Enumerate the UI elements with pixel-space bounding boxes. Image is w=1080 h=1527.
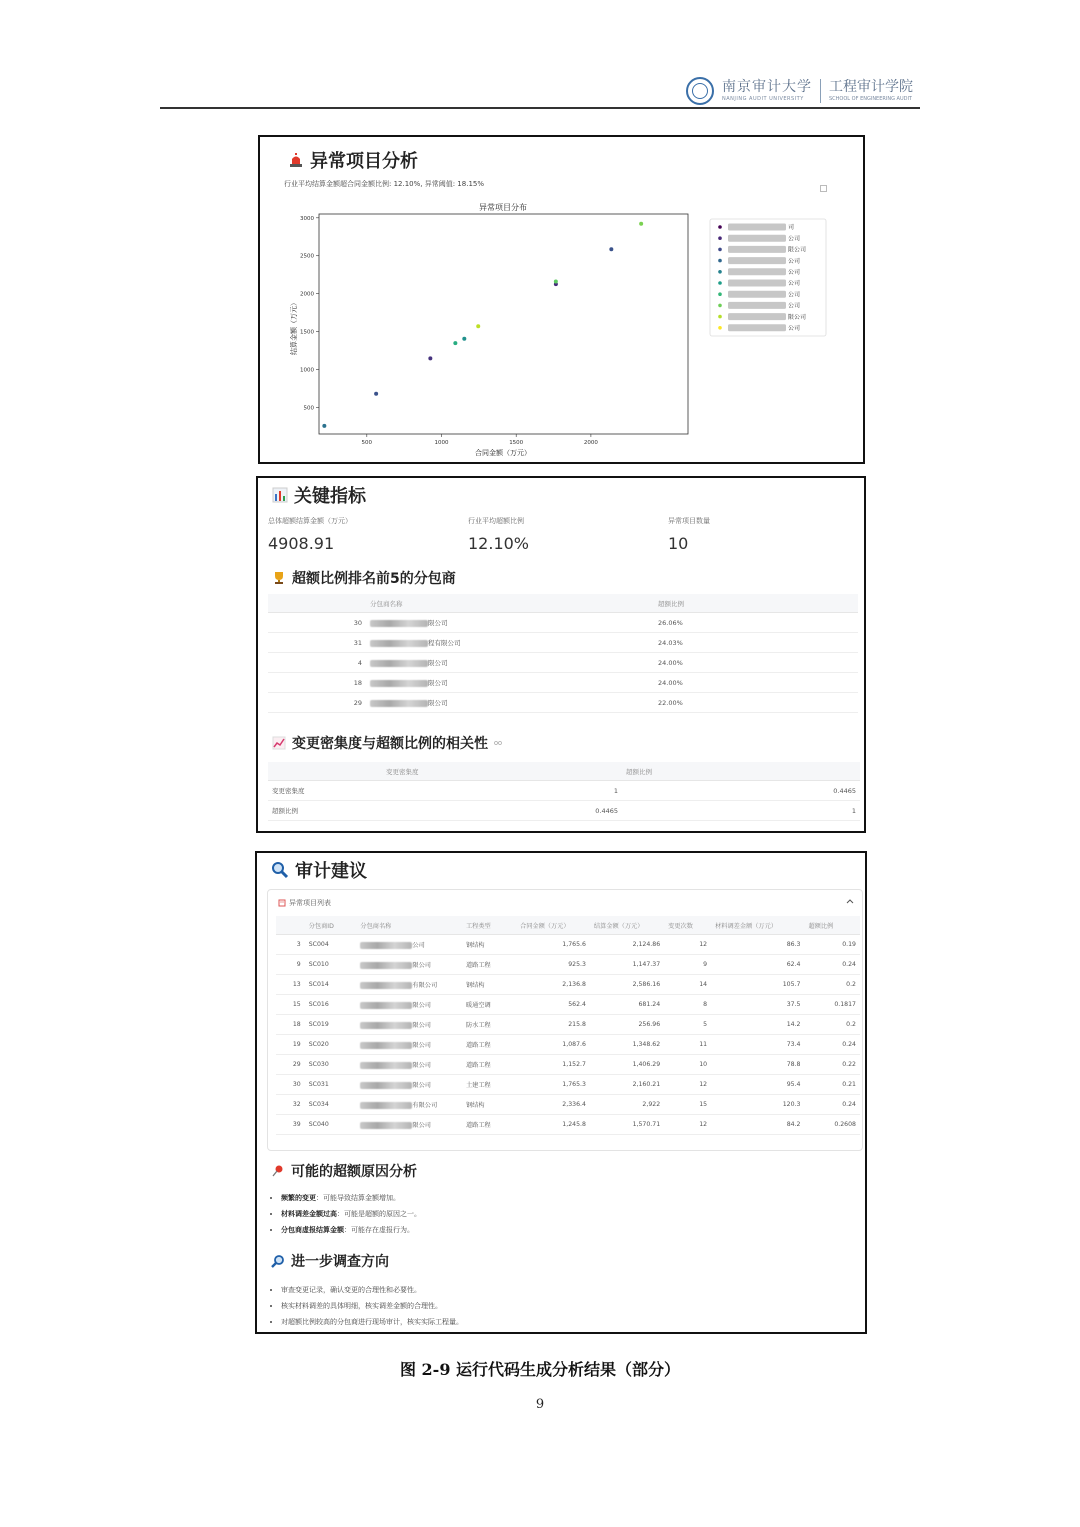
row-index: 9 bbox=[276, 955, 305, 975]
metric-avg-ratio bbox=[468, 516, 529, 553]
correlation-table bbox=[268, 762, 860, 821]
x-tick-label: 2000 bbox=[583, 440, 598, 446]
anomaly-title: 异常项目分析 bbox=[310, 151, 418, 172]
table-row bbox=[276, 1095, 860, 1115]
settlement-amount: 1,406.29 bbox=[590, 1055, 664, 1075]
project-type: 道路工程 bbox=[462, 955, 516, 975]
legend-marker bbox=[718, 304, 722, 308]
name-suffix: 限公司 bbox=[428, 619, 448, 627]
magnifier-right-icon bbox=[271, 1254, 285, 1268]
row-index: 30 bbox=[268, 613, 366, 633]
name-suffix: 限公司 bbox=[428, 699, 448, 707]
legend-label: 公司 bbox=[788, 280, 801, 288]
legend-label: 限公司 bbox=[788, 246, 807, 254]
subcontractor-id: SC020 bbox=[305, 1035, 357, 1055]
overrun-ratio: 0.2 bbox=[804, 1015, 860, 1035]
correlation-title: 变更密集度与超额比例的相关性 bbox=[292, 736, 488, 752]
correlation-value: 1 bbox=[622, 801, 860, 821]
overrun-ratio: 0.24 bbox=[804, 1095, 860, 1115]
figure-caption: 图 2-9 运行代码生成分析结果（部分） bbox=[399, 1360, 681, 1379]
redacted-name bbox=[360, 982, 412, 989]
x-axis-label: 合同金额（万元） bbox=[475, 449, 531, 457]
column-header: 分包商名称 bbox=[356, 916, 462, 935]
audit-panel bbox=[255, 851, 867, 1334]
university-seal-icon bbox=[686, 77, 714, 105]
audit-title: 审计建议 bbox=[295, 861, 367, 882]
y-tick-label: 2000 bbox=[300, 291, 314, 298]
subcontractor-id: SC014 bbox=[305, 975, 357, 995]
name-suffix: 限公司 bbox=[428, 659, 448, 667]
name-suffix: 限公司 bbox=[412, 1002, 431, 1009]
name-suffix: 限公司 bbox=[412, 1082, 431, 1089]
overrun-ratio: 26.06% bbox=[654, 613, 858, 633]
redacted-name bbox=[360, 1042, 412, 1049]
metric-value: 12.10% bbox=[468, 534, 530, 553]
metrics-panel bbox=[256, 476, 866, 833]
legend-redacted-name bbox=[728, 313, 786, 320]
legend-redacted-name bbox=[728, 324, 786, 331]
subcontractor-name bbox=[356, 935, 462, 955]
x-tick-label: 1500 bbox=[509, 440, 524, 446]
table-row bbox=[268, 653, 858, 673]
column-header: 工程类型 bbox=[462, 916, 516, 935]
column-header bbox=[276, 916, 305, 935]
chart-title: 异常项目分布 bbox=[479, 203, 527, 212]
subcontractor-name bbox=[356, 1095, 462, 1115]
next-steps-list bbox=[267, 1282, 861, 1330]
overrun-ratio: 0.1817 bbox=[804, 995, 860, 1015]
table-row bbox=[276, 1115, 860, 1135]
legend-redacted-name bbox=[728, 246, 786, 253]
data-point bbox=[639, 222, 643, 226]
anomaly-table bbox=[276, 916, 860, 1135]
column-header: 合同金额（万元） bbox=[516, 916, 590, 935]
row-index: 13 bbox=[276, 975, 305, 995]
legend-marker bbox=[718, 281, 722, 285]
change-count: 14 bbox=[664, 975, 711, 995]
name-suffix: 限公司 bbox=[412, 1042, 431, 1049]
overrun-ratio: 0.24 bbox=[804, 955, 860, 975]
anomaly-scatter-chart bbox=[260, 137, 863, 462]
material-adjustment: 14.2 bbox=[711, 1015, 804, 1035]
legend-marker bbox=[718, 326, 722, 330]
redacted-name bbox=[370, 640, 428, 647]
link-icon[interactable] bbox=[494, 740, 502, 746]
data-point bbox=[428, 356, 432, 360]
subcontractor-name bbox=[356, 1035, 462, 1055]
legend-redacted-name bbox=[728, 257, 786, 264]
magnifier-icon bbox=[271, 861, 289, 879]
redacted-name bbox=[360, 1082, 412, 1089]
contract-amount: 925.3 bbox=[516, 955, 590, 975]
row-index: 39 bbox=[276, 1115, 305, 1135]
subcontractor-id: SC010 bbox=[305, 955, 357, 975]
settlement-amount: 2,586.16 bbox=[590, 975, 664, 995]
redacted-name bbox=[370, 700, 428, 707]
legend-marker bbox=[718, 248, 722, 252]
school-name-en: SCHOOL OF ENGINEERING AUDIT bbox=[829, 96, 912, 102]
causes-list bbox=[267, 1190, 861, 1238]
column-header: 超额比例 bbox=[622, 762, 860, 781]
list-item: • 对超额比例较高的分包商进行现场审计，核实实际工程量。 bbox=[281, 1314, 861, 1330]
project-type: 钢结构 bbox=[462, 1095, 516, 1115]
legend-redacted-name bbox=[728, 291, 786, 298]
legend-label: 公司 bbox=[788, 269, 801, 276]
row-index: 30 bbox=[276, 1075, 305, 1095]
metric-label: 总体超额结算金额（万元） bbox=[268, 517, 352, 525]
change-count: 11 bbox=[664, 1035, 711, 1055]
change-count: 10 bbox=[664, 1055, 711, 1075]
project-type: 钢结构 bbox=[462, 935, 516, 955]
redacted-name bbox=[360, 1122, 412, 1129]
change-count: 9 bbox=[664, 955, 711, 975]
settlement-amount: 1,348.62 bbox=[590, 1035, 664, 1055]
y-tick-label: 1000 bbox=[300, 367, 314, 374]
metric-label: 异常项目数量 bbox=[668, 517, 710, 525]
table-row bbox=[276, 995, 860, 1015]
overrun-ratio: 0.24 bbox=[804, 1035, 860, 1055]
subcontractor-name bbox=[356, 1015, 462, 1035]
table-row bbox=[276, 955, 860, 975]
list-item: • 核实材料调差的具体明细，核实调差金额的合理性。 bbox=[281, 1298, 861, 1314]
table-row bbox=[268, 633, 858, 653]
row-index: 15 bbox=[276, 995, 305, 1015]
legend-marker bbox=[718, 236, 722, 240]
table-row bbox=[276, 935, 860, 955]
name-suffix: 限公司 bbox=[428, 679, 448, 687]
row-index: 4 bbox=[268, 653, 366, 673]
y-tick-label: 2500 bbox=[300, 253, 314, 260]
subcontractor-name bbox=[356, 1055, 462, 1075]
data-point bbox=[374, 392, 378, 396]
legend-marker bbox=[718, 225, 722, 229]
row-index: 32 bbox=[276, 1095, 305, 1115]
university-name: 南京审计大学 bbox=[722, 79, 812, 95]
subcontractor-name bbox=[366, 693, 654, 713]
subcontractor-name bbox=[356, 1115, 462, 1135]
settlement-amount: 256.96 bbox=[590, 1015, 664, 1035]
column-header: 超额比例 bbox=[654, 594, 858, 613]
project-type: 暖通空调 bbox=[462, 995, 516, 1015]
overrun-ratio: 0.19 bbox=[804, 935, 860, 955]
data-point bbox=[554, 280, 558, 284]
x-tick-label: 1000 bbox=[434, 440, 449, 446]
settlement-amount: 1,147.37 bbox=[590, 955, 664, 975]
bar-chart-icon bbox=[272, 487, 288, 503]
project-type: 道路工程 bbox=[462, 1115, 516, 1135]
project-type: 钢结构 bbox=[462, 975, 516, 995]
list-item: • 频繁的变更：可能导致结算金额增加。 bbox=[281, 1190, 861, 1206]
legend-label: 公司 bbox=[788, 302, 801, 310]
x-tick-label: 500 bbox=[361, 440, 373, 446]
material-adjustment: 95.4 bbox=[711, 1075, 804, 1095]
project-type: 土建工程 bbox=[462, 1075, 516, 1095]
subcontractor-name bbox=[366, 633, 654, 653]
column-header: 超额比例 bbox=[804, 916, 860, 935]
name-suffix: 公司 bbox=[412, 942, 425, 949]
contract-amount: 2,336.4 bbox=[516, 1095, 590, 1115]
legend-redacted-name bbox=[728, 235, 786, 242]
name-suffix: 限公司 bbox=[412, 962, 431, 969]
y-tick-label: 3000 bbox=[300, 215, 314, 222]
university-name-en: NANJING AUDIT UNIVERSITY bbox=[722, 96, 804, 102]
list-item: • 材料调差金额过高：可能是超额的原因之一。 bbox=[281, 1206, 861, 1222]
overrun-ratio: 22.00% bbox=[654, 693, 858, 713]
legend-marker bbox=[718, 270, 722, 274]
settlement-amount: 2,922 bbox=[590, 1095, 664, 1115]
row-index: 31 bbox=[268, 633, 366, 653]
row-label: 超额比例 bbox=[268, 801, 382, 821]
metric-value: 10 bbox=[668, 534, 689, 553]
material-adjustment: 73.4 bbox=[711, 1035, 804, 1055]
name-suffix: 程有限公司 bbox=[428, 639, 461, 647]
change-count: 12 bbox=[664, 1115, 711, 1135]
legend-marker bbox=[718, 315, 722, 319]
redacted-name bbox=[360, 942, 412, 949]
legend-label: 公司 bbox=[788, 257, 801, 265]
name-suffix: 限公司 bbox=[412, 1062, 431, 1069]
overrun-ratio: 24.00% bbox=[654, 653, 858, 673]
material-adjustment: 62.4 bbox=[711, 955, 804, 975]
redacted-name bbox=[360, 1002, 412, 1009]
material-adjustment: 120.3 bbox=[711, 1095, 804, 1115]
table-row bbox=[268, 693, 858, 713]
pushpin-icon bbox=[271, 1164, 285, 1178]
row-index: 18 bbox=[268, 673, 366, 693]
metric-value: 4908.91 bbox=[268, 534, 335, 553]
plot-area bbox=[319, 214, 688, 434]
legend-label: 限公司 bbox=[788, 313, 807, 321]
subcontractor-name bbox=[356, 1075, 462, 1095]
header-rule bbox=[160, 107, 920, 109]
contract-amount: 562.4 bbox=[516, 995, 590, 1015]
causes-title: 可能的超额原因分析 bbox=[291, 1164, 417, 1180]
contract-amount: 1,152.7 bbox=[516, 1055, 590, 1075]
legend-label: 公司 bbox=[788, 235, 801, 243]
legend-marker bbox=[718, 292, 722, 296]
table-row bbox=[268, 801, 860, 821]
redacted-name bbox=[370, 620, 428, 627]
column-header: 材料调差金额（万元） bbox=[711, 916, 804, 935]
subcontractor-name bbox=[366, 673, 654, 693]
table-row bbox=[276, 1055, 860, 1075]
row-label: 变更密集度 bbox=[268, 781, 382, 801]
redacted-name bbox=[370, 660, 428, 667]
name-suffix: 有限公司 bbox=[412, 982, 438, 989]
trophy-icon bbox=[272, 571, 286, 585]
column-header: 分包商ID bbox=[305, 916, 357, 935]
y-tick-label: 500 bbox=[303, 405, 314, 412]
table-row bbox=[268, 613, 858, 633]
y-tick-label: 1500 bbox=[300, 329, 314, 336]
metric-total-overrun bbox=[268, 516, 352, 553]
table-row bbox=[276, 1015, 860, 1035]
subcontractor-id: SC030 bbox=[305, 1055, 357, 1075]
chevron-up-icon[interactable] bbox=[846, 898, 854, 904]
anomaly-panel bbox=[258, 135, 865, 464]
overrun-ratio: 0.2 bbox=[804, 975, 860, 995]
y-axis-label: 结算金额（万元） bbox=[290, 299, 298, 355]
data-point bbox=[453, 341, 457, 345]
subcontractor-id: SC040 bbox=[305, 1115, 357, 1135]
anomaly-list-expander bbox=[267, 889, 863, 1151]
material-adjustment: 105.7 bbox=[711, 975, 804, 995]
overrun-ratio: 0.22 bbox=[804, 1055, 860, 1075]
change-count: 5 bbox=[664, 1015, 711, 1035]
redacted-name bbox=[360, 962, 412, 969]
metric-anomaly-count bbox=[668, 516, 710, 553]
contract-amount: 215.8 bbox=[516, 1015, 590, 1035]
change-count: 12 bbox=[664, 1075, 711, 1095]
project-type: 道路工程 bbox=[462, 1035, 516, 1055]
subcontractor-name bbox=[356, 975, 462, 995]
data-point bbox=[476, 324, 480, 328]
table-row bbox=[268, 781, 860, 801]
overrun-ratio: 0.21 bbox=[804, 1075, 860, 1095]
data-point bbox=[322, 424, 326, 428]
change-count: 8 bbox=[664, 995, 711, 1015]
name-suffix: 限公司 bbox=[412, 1122, 431, 1129]
list-item: • 分包商虚报结算金额：可能存在虚报行为。 bbox=[281, 1222, 861, 1238]
expander-header[interactable] bbox=[278, 898, 331, 908]
metrics-title: 关键指标 bbox=[294, 486, 366, 507]
redacted-name bbox=[360, 1062, 412, 1069]
contract-amount: 2,136.8 bbox=[516, 975, 590, 995]
expander-label: 异常项目列表 bbox=[289, 899, 331, 907]
table-row bbox=[276, 975, 860, 995]
contract-amount: 1,087.6 bbox=[516, 1035, 590, 1055]
contract-amount: 1,245.8 bbox=[516, 1115, 590, 1135]
subcontractor-id: SC016 bbox=[305, 995, 357, 1015]
data-point bbox=[462, 337, 466, 341]
table-row bbox=[268, 673, 858, 693]
legend-label: 司 bbox=[788, 224, 795, 232]
subcontractor-name bbox=[366, 613, 654, 633]
subcontractor-id: SC004 bbox=[305, 935, 357, 955]
material-adjustment: 84.2 bbox=[711, 1115, 804, 1135]
page-number: 9 bbox=[535, 1397, 545, 1412]
subcontractor-id: SC031 bbox=[305, 1075, 357, 1095]
memo-icon bbox=[278, 899, 286, 907]
school-name: 工程审计学院 bbox=[829, 79, 913, 95]
legend-marker bbox=[718, 259, 722, 263]
project-type: 防水工程 bbox=[462, 1015, 516, 1035]
column-header: 变更次数 bbox=[664, 916, 711, 935]
column-header: 分包商名称 bbox=[366, 594, 654, 613]
subcontractor-name bbox=[356, 955, 462, 975]
redacted-name bbox=[360, 1022, 412, 1029]
subcontractor-name bbox=[366, 653, 654, 673]
legend-redacted-name bbox=[728, 302, 786, 309]
row-index: 18 bbox=[276, 1015, 305, 1035]
material-adjustment: 78.8 bbox=[711, 1055, 804, 1075]
list-item: • 审查变更记录，确认变更的合理性和必要性。 bbox=[281, 1282, 861, 1298]
correlation-value: 1 bbox=[382, 781, 622, 801]
overrun-ratio: 24.03% bbox=[654, 633, 858, 653]
settlement-amount: 2,160.21 bbox=[590, 1075, 664, 1095]
legend-redacted-name bbox=[728, 280, 786, 287]
subcontractor-name bbox=[356, 995, 462, 1015]
table-row bbox=[276, 1075, 860, 1095]
overrun-ratio: 24.00% bbox=[654, 673, 858, 693]
chart-increasing-icon bbox=[272, 736, 286, 750]
correlation-value: 0.4465 bbox=[382, 801, 622, 821]
legend-label: 公司 bbox=[788, 291, 801, 299]
redacted-name bbox=[360, 1102, 412, 1109]
material-adjustment: 86.3 bbox=[711, 935, 804, 955]
header-logo bbox=[686, 74, 926, 108]
settlement-amount: 681.24 bbox=[590, 995, 664, 1015]
redacted-name bbox=[370, 680, 428, 687]
legend-label: 公司 bbox=[788, 325, 801, 332]
overrun-ratio: 0.2608 bbox=[804, 1115, 860, 1135]
subcontractor-id: SC034 bbox=[305, 1095, 357, 1115]
change-count: 15 bbox=[664, 1095, 711, 1115]
table-row bbox=[276, 1035, 860, 1055]
legend-redacted-name bbox=[728, 268, 786, 275]
column-header: 结算金额（万元） bbox=[590, 916, 664, 935]
contract-amount: 1,765.6 bbox=[516, 935, 590, 955]
data-point bbox=[609, 247, 613, 251]
material-adjustment: 37.5 bbox=[711, 995, 804, 1015]
top5-title: 超额比例排名前5的分包商 bbox=[292, 571, 456, 587]
settlement-amount: 2,124.86 bbox=[590, 935, 664, 955]
change-count: 12 bbox=[664, 935, 711, 955]
subcontractor-id: SC019 bbox=[305, 1015, 357, 1035]
project-type: 道路工程 bbox=[462, 1055, 516, 1075]
legend-redacted-name bbox=[728, 224, 786, 231]
column-header: 变更密集度 bbox=[382, 762, 622, 781]
row-index: 29 bbox=[276, 1055, 305, 1075]
settlement-amount: 1,570.71 bbox=[590, 1115, 664, 1135]
row-index: 19 bbox=[276, 1035, 305, 1055]
contract-amount: 1,765.3 bbox=[516, 1075, 590, 1095]
name-suffix: 有限公司 bbox=[412, 1102, 438, 1109]
next-steps-title: 进一步调查方向 bbox=[291, 1254, 389, 1270]
correlation-value: 0.4465 bbox=[622, 781, 860, 801]
row-index: 29 bbox=[268, 693, 366, 713]
top5-table bbox=[268, 594, 858, 713]
row-index: 3 bbox=[276, 935, 305, 955]
anomaly-subtitle: 行业平均结算金额超合同金额比例: 12.10%, 异常阈值: 18.15% bbox=[284, 180, 484, 188]
metric-label: 行业平均超额比例 bbox=[468, 517, 524, 525]
name-suffix: 限公司 bbox=[412, 1022, 431, 1029]
